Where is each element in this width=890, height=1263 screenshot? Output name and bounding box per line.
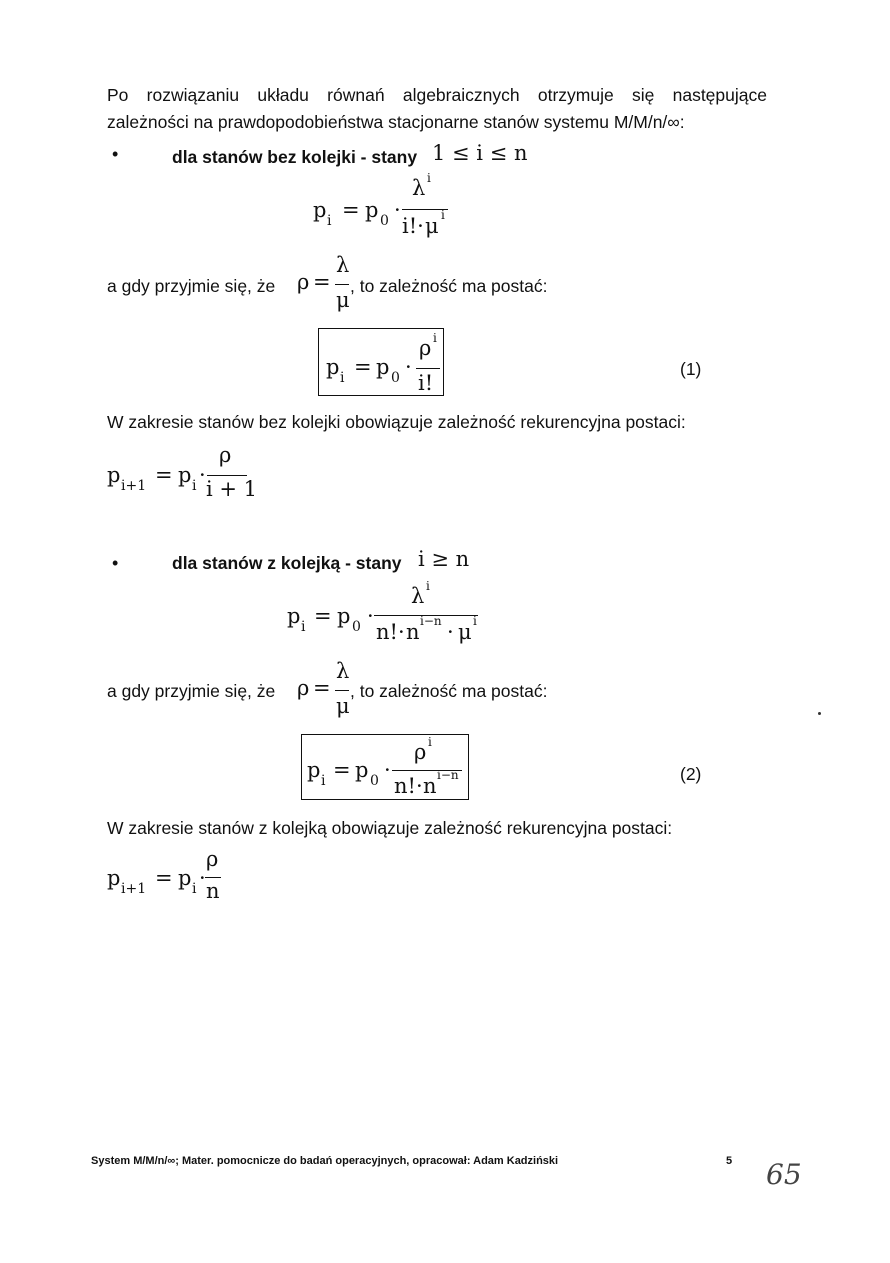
bullet-2: • [112, 553, 119, 573]
equation-number-1: (1) [680, 359, 702, 379]
section-2-label: dla stanów z kolejką - stany [172, 553, 402, 573]
scan-speck [818, 712, 821, 715]
rho-text-before-1: a gdy przyjmie się, że [107, 276, 276, 296]
recurrence-2-text: W zakresie stanów z kolejką obowiązuje zależność rekurencyjna postaci: [107, 818, 673, 838]
section-1-condition: 1 ≤ i ≤ n [432, 141, 528, 165]
recurrence-1-text: W zakresie stanów bez kolejki obowiązuje zależność rekurencyjna postaci: [107, 412, 686, 432]
rho-text-after-1: , to zależność ma postać: [350, 276, 548, 296]
equation-number-2: (2) [680, 764, 702, 784]
rho-text-after-2: , to zależność ma postać: [350, 681, 548, 701]
bullet-1: • [112, 144, 119, 164]
page-number: 5 [726, 1155, 733, 1167]
section-2-condition: i ≥ n [418, 547, 470, 571]
intro-line-1: Po rozwiązaniu układu równań algebraicznych otrzymuje się następujące [107, 85, 767, 105]
section-1-label: dla stanów bez kolejki - stany [172, 147, 418, 167]
handwritten-page-number: 65 [766, 1158, 802, 1191]
footer-text: System M/M/n/∞; Mater. pomocnicze do badań operacyjnych, opracował: Adam Kadziński [91, 1155, 559, 1167]
rho-text-before-2: a gdy przyjmie się, że [107, 681, 276, 701]
intro-line-2: zależności na prawdopodobieństwa stacjonarne stanów systemu M/M/n/∞: [107, 112, 685, 132]
